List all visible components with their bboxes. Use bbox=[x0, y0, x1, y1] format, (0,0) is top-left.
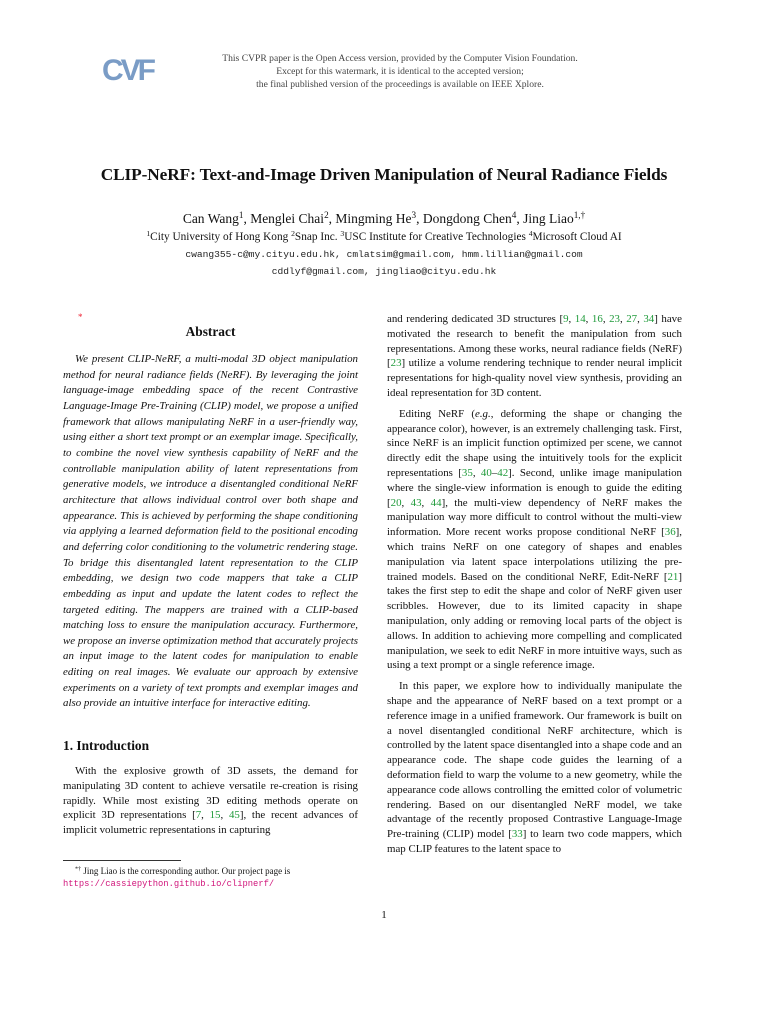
affiliation: $^3$USC Institute for Creative Technologies bbox=[340, 228, 526, 243]
author-affiliation-mark: 1,† bbox=[573, 209, 586, 220]
citation-link[interactable]: 9 bbox=[563, 313, 569, 325]
footnote-mark: *† bbox=[75, 866, 82, 873]
abstract-heading: Abstract bbox=[185, 324, 236, 339]
citation-link[interactable]: 44 bbox=[430, 496, 442, 509]
citation-link[interactable]: 20 bbox=[390, 496, 402, 509]
red-asterisk-mark: * bbox=[78, 312, 83, 322]
body-paragraph: and rendering dedicated 3D structures [9, 14, 16, 23, 27, 34] have motivated the research to benefit the manipulation from such representations. Among these works, neural radiance fields (NeRF) [23] utilize a volume rendering technique to render neural implicit representations for high-quality novel view synthesis, providing an ideal representation for 3D content. bbox=[387, 313, 682, 399]
citation-link[interactable]: 42 bbox=[497, 466, 509, 479]
affiliation: $^1$City University of Hong Kong bbox=[146, 228, 289, 243]
footnote-text: Jing Liao is the corresponding author. Our project page is bbox=[83, 866, 291, 876]
citation-link[interactable]: 33 bbox=[511, 828, 523, 841]
cvf-logo bbox=[100, 52, 156, 86]
right-column bbox=[387, 312, 682, 863]
author-affiliation-mark: 2 bbox=[324, 209, 329, 220]
watermark-line: Except for this watermark, it is identical to the accepted version; bbox=[276, 66, 524, 77]
affiliation-mark: 4 bbox=[528, 228, 533, 238]
author-affiliation-mark: 3 bbox=[411, 209, 417, 220]
footnote-rule bbox=[63, 860, 181, 861]
affiliation-mark: 3 bbox=[340, 228, 345, 238]
author-affiliation-mark: 1 bbox=[238, 209, 244, 220]
email-line[interactable]: cwang355-c@my.cityu.edu.hk, cmlatsim@gmail.com, hmm.lillian@gmail.com bbox=[185, 249, 583, 260]
footnote bbox=[63, 865, 358, 890]
email-line[interactable]: cddlyf@gmail.com, jingliao@cityu.edu.hk bbox=[271, 266, 497, 277]
citation-link[interactable]: 16 bbox=[591, 313, 603, 325]
abstract-text: We present CLIP-NeRF, a multi-modal 3D object manipulation method for neural radiance fields (NeRF). By leveraging the joint language-image embedding space of the recent Contrastive Language-Image Pre-Training (CLIP) model, we propose a unified framework that allows manipulating NeRF in a user-friendly way, using either a short text prompt or an exemplar image. Specifically, to combine the novel view synthesis capability of NeRF and the controllable manipulation ability of latent representations from generative models, we introduce a disentangled conditional NeRF architecture that allows individual control over both shape and appearance. This is achieved by performing the shape conditioning via applying a learned deformation field to the positional encoding and deferring color conditioning to the volumetric rendering stage. To bridge this disentangled latent representation to the CLIP embedding, we design two code mappers that take a CLIP embedding as input and update the latent codes to reflect the targeted editing. The mappers are trained with a CLIP-based matching loss to ensure the manipulation accuracy. Furthermore, we propose an inverse optimization method that accurately projects an input image to the latent codes for manipulation to enable editing on real images. We evaluate our approach by extensive experiments on a variety of text prompts and exemplar images and also provide an intuitive interface for interactive editing. bbox=[63, 353, 359, 710]
body-paragraph: In this paper, we explore how to individually manipulate the shape and the appearance of NeRF based on a text prompt or a reference image in a unified framework. Our framework is built on a novel disentangled conditional NeRF architecture, which is controlled by the latent space disentangled into a shape code and an appearance code. The shape code guides the learning of a deformation field to warp the volume to a new geometry, while the appearance code allows controlling the emitted color of volumetric rendering. Based on our disentangled NeRF model, we take advantage of the recently proposed Contrastive Language-Image Pre-training (CLIP) model [33] to learn two code mappers, which map CLIP features to the latent space to bbox=[387, 680, 683, 855]
author-list: Can Wang$^1$, Menglei Chai$^2$, Mingming He$^3$, Dongdong Chen$^4$, Jing Liao$^{1,\dagger}$ bbox=[182, 209, 586, 226]
author-name: Mingming He$^3$ bbox=[335, 209, 417, 226]
affiliation-mark: 1 bbox=[146, 228, 151, 238]
author-name: Dongdong Chen$^4$ bbox=[422, 209, 517, 226]
page-number: 1 bbox=[381, 909, 387, 921]
paper-title: CLIP-NeRF: Text-and-Image Driven Manipulation of Neural Radiance Fields bbox=[100, 165, 668, 184]
author-name: Menglei Chai$^2$ bbox=[250, 209, 329, 226]
citation-link[interactable]: 35 bbox=[461, 466, 473, 479]
left-column bbox=[63, 312, 358, 838]
author-name: Jing Liao$^{1,\dagger}$ bbox=[523, 209, 586, 226]
affiliation: $^4$Microsoft Cloud AI bbox=[528, 228, 622, 243]
introduction-heading: 1. Introduction bbox=[63, 738, 150, 754]
project-page-link[interactable]: https://cassiepython.github.io/clipnerf/ bbox=[63, 879, 275, 889]
author-name: Can Wang$^1$ bbox=[182, 209, 244, 226]
citation-link[interactable]: 43 bbox=[410, 496, 422, 509]
affiliation-mark: 2 bbox=[291, 228, 295, 238]
citation-link[interactable]: 34 bbox=[643, 313, 655, 325]
citation-link[interactable]: 14 bbox=[574, 313, 586, 325]
open-access-watermark bbox=[190, 52, 610, 91]
author-affiliation-mark: 4 bbox=[511, 209, 517, 220]
citation-link[interactable]: 23 bbox=[390, 357, 402, 370]
citation-link[interactable]: 7 bbox=[195, 809, 202, 822]
citation-link[interactable]: 21 bbox=[667, 570, 679, 583]
citation-link[interactable]: 27 bbox=[626, 313, 638, 325]
watermark-line: the final published version of the proceedings is available on IEEE Xplore. bbox=[256, 79, 544, 90]
watermark-line: This CVPR paper is the Open Access version, provided by the Computer Vision Foundation. bbox=[222, 53, 578, 64]
intro-paragraph: With the explosive growth of 3D assets, the demand for manipulating 3D content to achieve versatile re-creation is rising rapidly. While most existing 3D editing methods operate on explicit 3D representations [7, 15, 45], the recent advances of implicit volumetric representations in capturing bbox=[63, 765, 358, 837]
citation-link[interactable]: 23 bbox=[609, 313, 620, 325]
body-paragraph: Editing NeRF (e.g., deforming the shape or changing the appearance color), however, is an extremely challenging task. First, since NeRF is an implicit function optimized per scene, we cannot directly edit the shape using the intuitively tools for the explicit representations [35, 40–42]. Second, unlike image manipulation where the single-view information is enough to guide the editing [20, 43, 44], the multi-view dependency of NeRF makes the manipulation way more difficult to control without the multi-view information. More recent works propose conditional NeRF [36], which trains NeRF on one category of shapes and enables manipulation via latent space interpolations utilizing the pre-trained models. Based on the conditional NeRF, Edit-NeRF [21] takes the first step to edit the shape and color of NeRF given user scribbles. However, due to its limited capacity in shape manipulation, only adding or removing local parts of the object is allows. In addition to achieving more compelling and complicated manipulation, we seek to edit NeRF in more intuitive ways, such as using a text prompt or a single reference image. bbox=[387, 407, 683, 672]
affiliation-list bbox=[40, 228, 728, 243]
citation-link[interactable]: 40 bbox=[480, 466, 492, 479]
citation-link[interactable]: 36 bbox=[664, 526, 676, 539]
italic-text: e.g. bbox=[474, 407, 491, 420]
cvf-logo-text: CVF bbox=[102, 54, 153, 86]
citation-link[interactable]: 15 bbox=[209, 809, 221, 822]
citation-link[interactable]: 45 bbox=[228, 809, 240, 822]
affiliation: $^2$Snap Inc. bbox=[291, 228, 338, 243]
